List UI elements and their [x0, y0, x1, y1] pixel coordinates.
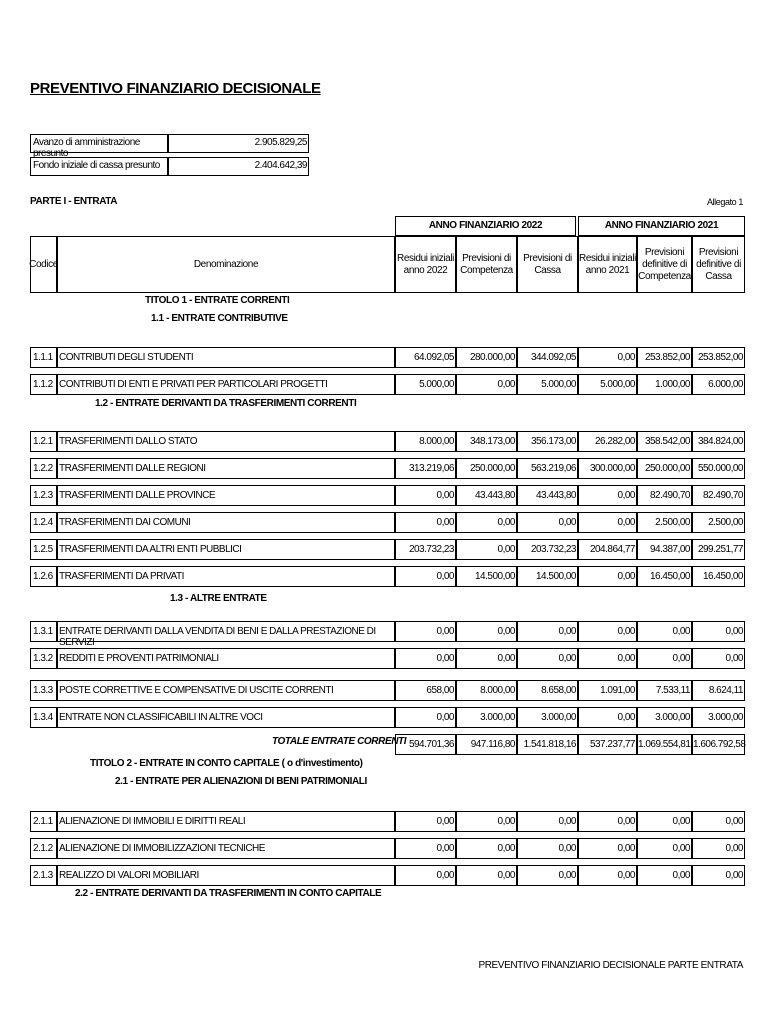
row-value: 0,00: [456, 512, 517, 533]
row-description: POSTE CORRETTIVE E COMPENSATIVE DI USCITE CORRENTI: [57, 680, 395, 701]
row-value: 6.000,00: [692, 374, 745, 395]
column-header-line: Cassa: [705, 270, 732, 282]
row-value: 0,00: [692, 811, 745, 832]
column-header-line: definitive di: [696, 258, 741, 270]
column-header: [517, 236, 578, 293]
row-description: REDDITI E PROVENTI PATRIMONIALI: [57, 648, 395, 669]
column-header-line: Previsioni di: [523, 252, 572, 264]
row-description: ALIENAZIONE DI IMMOBILI E DIRITTI REALI: [57, 811, 395, 832]
fondo-value: 2.404.642,39: [168, 157, 309, 176]
row-value: 0,00: [637, 838, 692, 859]
row-value: 0,00: [637, 865, 692, 886]
row-value: 0,00: [517, 865, 578, 886]
year-2022-header: ANNO FINANZIARIO 2022: [395, 216, 576, 236]
row-value: 0,00: [692, 838, 745, 859]
year-2021-header: ANNO FINANZIARIO 2021: [578, 216, 745, 236]
row-value: 0,00: [395, 512, 456, 533]
row-value: 204.864,77: [578, 539, 637, 560]
row-value: 253.852,00: [692, 347, 745, 368]
column-header-line: Previsioni: [644, 246, 685, 258]
row-value: 0,00: [578, 865, 637, 886]
row-value: 658,00: [395, 680, 456, 701]
row-value: 0,00: [517, 621, 578, 642]
row-value: 5.000,00: [578, 374, 637, 395]
row-value: 250.000,00: [456, 458, 517, 479]
row-description: CONTRIBUTI DEGLI STUDENTI: [57, 347, 395, 368]
row-value: 0,00: [395, 865, 456, 886]
allegato-label: Allegato 1: [706, 197, 743, 207]
section-2-1-heading: 2.1 - ENTRATE PER ALIENAZIONI DI BENI PATRIMONIALI: [115, 776, 367, 787]
row-code: 1.2.3: [30, 485, 57, 506]
row-value: 26.282,00: [578, 431, 637, 452]
row-value: 0,00: [578, 648, 637, 669]
row-value: 0,00: [517, 811, 578, 832]
row-value: 16.450,00: [692, 566, 745, 587]
row-value: 8.000,00: [456, 680, 517, 701]
totale-value: 1.541.818,16: [517, 734, 578, 755]
row-value: 0,00: [637, 648, 692, 669]
column-header: [578, 236, 637, 293]
row-value: 0,00: [395, 566, 456, 587]
row-value: 7.533,11: [637, 680, 692, 701]
row-description: TRASFERIMENTI DALLO STATO: [57, 431, 395, 452]
row-value: 300.000,00: [578, 458, 637, 479]
column-header-line: definitive di: [642, 258, 687, 270]
row-value: 384.824,00: [692, 431, 745, 452]
row-description: TRASFERIMENTI DALLE PROVINCE: [57, 485, 395, 506]
row-value: 0,00: [578, 485, 637, 506]
row-value: 2.500,00: [692, 512, 745, 533]
column-header-line: Cassa: [534, 264, 561, 276]
section-1-2-heading: 1.2 - ENTRATE DERIVANTI DA TRASFERIMENTI CORRENTI: [95, 398, 357, 409]
row-value: 94.387,00: [637, 539, 692, 560]
row-value: 356.173,00: [517, 431, 578, 452]
column-header-line: anno 2022: [403, 264, 448, 276]
row-value: 0,00: [517, 648, 578, 669]
column-header-line: Competenza: [460, 264, 513, 276]
column-header-line: Residui iniziali: [579, 252, 636, 264]
section-1-1-heading: 1.1 - ENTRATE CONTRIBUTIVE: [151, 313, 288, 324]
row-value: 43.443,80: [517, 485, 578, 506]
row-value: 550.000,00: [692, 458, 745, 479]
row-code: 1.2.4: [30, 512, 57, 533]
row-value: 0,00: [517, 512, 578, 533]
row-value: 0,00: [456, 648, 517, 669]
row-value: 348.173,00: [456, 431, 517, 452]
avanzo-label: Avanzo di amministrazione presunto: [30, 134, 168, 153]
row-value: 3.000,00: [456, 707, 517, 728]
row-value: 0,00: [456, 374, 517, 395]
row-value: 64.092,05: [395, 347, 456, 368]
column-header-line: Previsioni di: [462, 252, 511, 264]
totale-value: 537.237,77: [578, 734, 637, 755]
row-value: 5.000,00: [395, 374, 456, 395]
row-value: 253.852,00: [637, 347, 692, 368]
row-value: 563.219,06: [517, 458, 578, 479]
row-code: 1.2.2: [30, 458, 57, 479]
row-description: TRASFERIMENTI DA ALTRI ENTI PUBBLICI: [57, 539, 395, 560]
totale-value: 1.606.792,58: [692, 734, 745, 755]
column-header-line: Residui iniziali: [397, 252, 454, 264]
row-value: 2.500,00: [637, 512, 692, 533]
row-value: 0,00: [395, 621, 456, 642]
row-value: 8.000,00: [395, 431, 456, 452]
row-code: 1.3.1: [30, 621, 57, 642]
totale-value: 947.116,80: [456, 734, 517, 755]
codice-header: Codice: [30, 236, 57, 293]
row-value: 0,00: [395, 811, 456, 832]
column-header: [692, 236, 745, 293]
titolo-2-heading: TITOLO 2 - ENTRATE IN CONTO CAPITALE ( o d'investimento): [90, 758, 363, 769]
row-value: 0,00: [692, 621, 745, 642]
row-value: 0,00: [456, 811, 517, 832]
row-value: 0,00: [395, 485, 456, 506]
row-value: 82.490,70: [692, 485, 745, 506]
row-code: 1.2.5: [30, 539, 57, 560]
row-value: 0,00: [692, 648, 745, 669]
row-value: 0,00: [456, 539, 517, 560]
row-value: 8.658,00: [517, 680, 578, 701]
row-code: 1.2.1: [30, 431, 57, 452]
row-code: 2.1.2: [30, 838, 57, 859]
row-value: 8.624,11: [692, 680, 745, 701]
row-description: ENTRATE NON CLASSIFICABILI IN ALTRE VOCI: [57, 707, 395, 728]
row-value: 1.000,00: [637, 374, 692, 395]
row-code: 1.1.1: [30, 347, 57, 368]
row-value: 0,00: [578, 566, 637, 587]
row-value: 250.000,00: [637, 458, 692, 479]
totale-value: 1.069.554,81: [637, 734, 692, 755]
row-value: 0,00: [637, 621, 692, 642]
row-value: 14.500,00: [517, 566, 578, 587]
column-header-line: Competenza: [638, 270, 691, 282]
row-value: 14.500,00: [456, 566, 517, 587]
column-header: [637, 236, 692, 293]
column-header-line: anno 2021: [585, 264, 630, 276]
row-description: ENTRATE DERIVANTI DALLA VENDITA DI BENI E DALLA PRESTAZIONE DI SERVIZI: [57, 621, 395, 642]
row-description: REALIZZO DI VALORI MOBILIARI: [57, 865, 395, 886]
row-value: 358.542,00: [637, 431, 692, 452]
row-value: 0,00: [578, 811, 637, 832]
row-description: CONTRIBUTI DI ENTI E PRIVATI PER PARTICOLARI PROGETTI: [57, 374, 395, 395]
fondo-label: Fondo iniziale di cassa presunto: [30, 157, 168, 176]
row-value: 3.000,00: [517, 707, 578, 728]
denominazione-header: Denominazione: [57, 236, 395, 293]
row-code: 2.1.1: [30, 811, 57, 832]
section-1-3-heading: 1.3 - ALTRE ENTRATE: [170, 593, 267, 604]
row-value: 0,00: [578, 621, 637, 642]
row-value: 0,00: [578, 707, 637, 728]
row-value: 0,00: [637, 811, 692, 832]
column-header: [395, 236, 456, 293]
totale-value: 594.701,36: [395, 734, 456, 755]
row-value: 0,00: [395, 838, 456, 859]
row-value: 0,00: [456, 838, 517, 859]
row-value: 280.000,00: [456, 347, 517, 368]
row-value: 0,00: [456, 621, 517, 642]
page-footer: PREVENTIVO FINANZIARIO DECISIONALE PARTE ENTRATA: [478, 960, 743, 971]
row-value: 1.091,00: [578, 680, 637, 701]
row-value: 3.000,00: [637, 707, 692, 728]
row-description: TRASFERIMENTI DA PRIVATI: [57, 566, 395, 587]
row-value: 344.092,05: [517, 347, 578, 368]
avanzo-value: 2.905.829,25: [168, 134, 309, 153]
part-label: PARTE I - ENTRATA: [30, 196, 118, 207]
row-code: 1.3.3: [30, 680, 57, 701]
row-value: 203.732,23: [517, 539, 578, 560]
row-value: 203.732,23: [395, 539, 456, 560]
row-value: 0,00: [578, 347, 637, 368]
totale-label: TOTALE ENTRATE CORRENTI: [272, 736, 407, 747]
row-code: 1.3.4: [30, 707, 57, 728]
row-value: 313.219,06: [395, 458, 456, 479]
column-header-line: Previsioni: [698, 246, 739, 258]
row-value: 3.000,00: [692, 707, 745, 728]
row-value: 0,00: [692, 865, 745, 886]
row-value: 299.251,77: [692, 539, 745, 560]
row-code: 1.2.6: [30, 566, 57, 587]
row-description: TRASFERIMENTI DAI COMUNI: [57, 512, 395, 533]
row-description: TRASFERIMENTI DALLE REGIONI: [57, 458, 395, 479]
row-code: 1.1.2: [30, 374, 57, 395]
titolo-1-heading: TITOLO 1 - ENTRATE CORRENTI: [145, 295, 290, 306]
row-value: 82.490,70: [637, 485, 692, 506]
row-value: 0,00: [517, 838, 578, 859]
row-code: 1.3.2: [30, 648, 57, 669]
row-value: 0,00: [578, 512, 637, 533]
column-header: [456, 236, 517, 293]
row-value: 16.450,00: [637, 566, 692, 587]
row-value: 0,00: [395, 648, 456, 669]
row-value: 0,00: [395, 707, 456, 728]
row-description: ALIENAZIONE DI IMMOBILIZZAZIONI TECNICHE: [57, 838, 395, 859]
page-title: PREVENTIVO FINANZIARIO DECISIONALE: [30, 80, 321, 97]
section-2-2-heading: 2.2 - ENTRATE DERIVANTI DA TRASFERIMENTI IN CONTO CAPITALE: [75, 888, 382, 899]
row-value: 5.000,00: [517, 374, 578, 395]
row-value: 43.443,80: [456, 485, 517, 506]
row-value: 0,00: [456, 865, 517, 886]
row-code: 2.1.3: [30, 865, 57, 886]
row-value: 0,00: [578, 838, 637, 859]
